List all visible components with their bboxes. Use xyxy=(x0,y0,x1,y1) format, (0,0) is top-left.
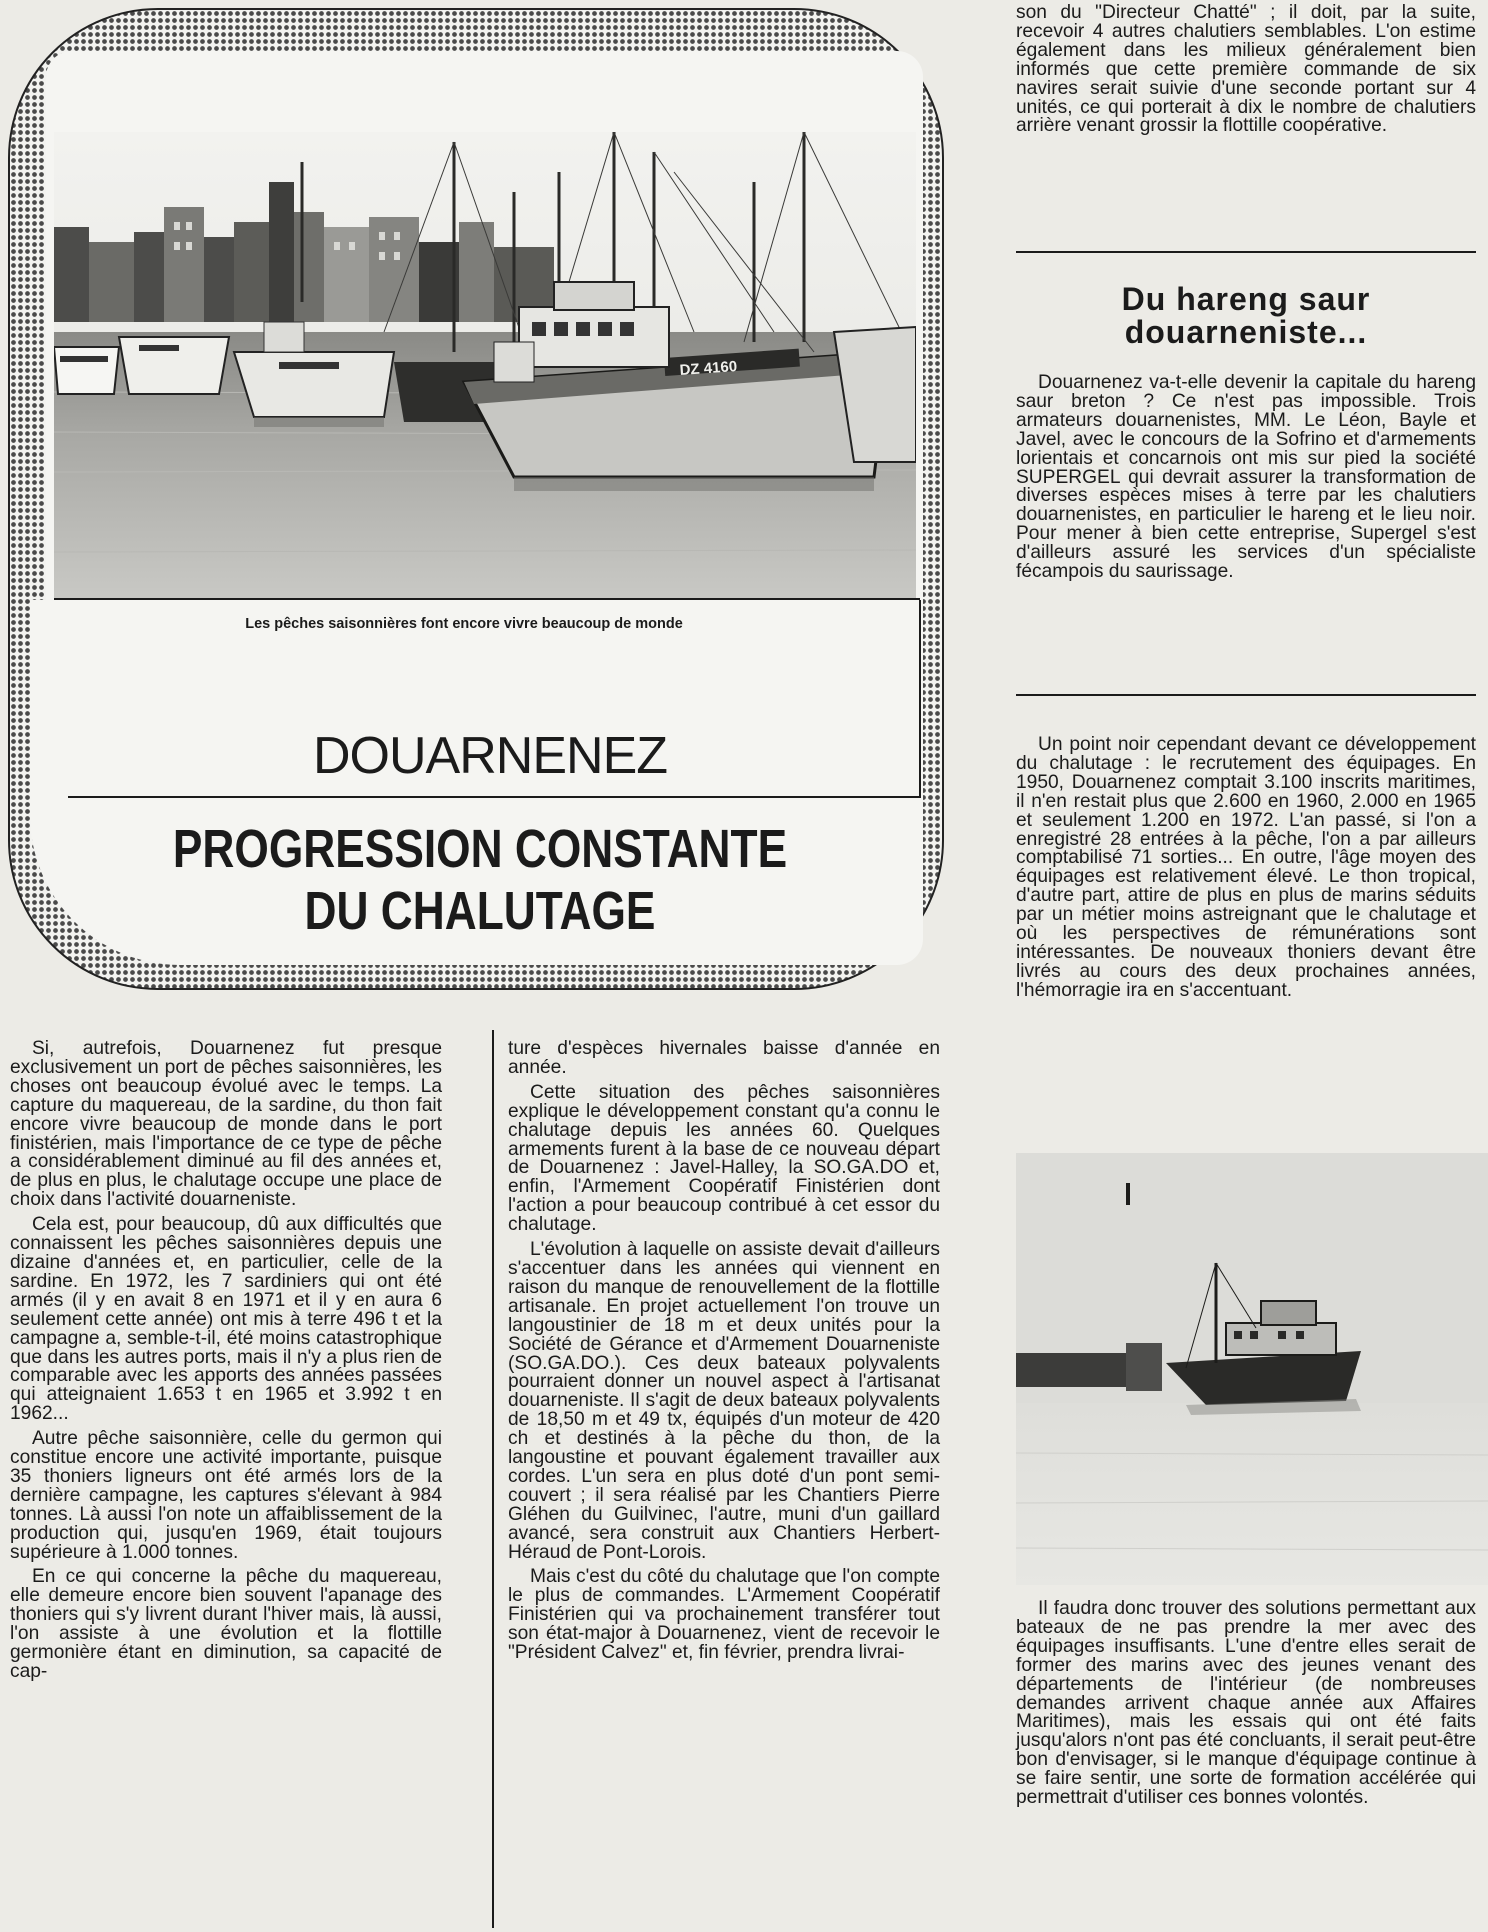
middle-para-3: L'évolution à laquelle on assiste devait d'ailleurs s'accentuer dans les années qui viennent en raison du manque de renouvellement de la flottille artisanale. En projet actuellement l'on trouve un langoustinier de 18 m et deux unités pour la Société de Gérance et d'Armement Douarneniste (SO.GA.DO.). Ces deux bateaux polyvalents pourraient donner un nouvel aspect à l'artisanat douarneniste. Il s'agit de deux bateaux polyvalents de 18,50 m et 49 tx, équipés d'un moteur de 420 ch et destinés à la pêche du thon, de la langoustine et pouvant également travailler aux cordes. L'un sera en plus doté d'un pont semi-couvert ; il sera réalisé par les Chantiers Pierre Gléhen du Guilvinec, l'autre, muni d'un gaillard avancé, sera construit aux Chantiers Herbert-Héraud de Pont-Lorois. xyxy=(508,1239,940,1563)
article-column-left xyxy=(10,1040,442,1688)
left-para-4: En ce qui concerne la pêche du maquereau, elle demeure encore bien souvent l'apanage des thoniers qui s'y livrent durant l'hiver mais, là aussi, l'on assiste à une évolution et la flottille germonière étant en diminution, sa capacité de cap- xyxy=(10,1566,442,1682)
trawler-photo xyxy=(1016,1153,1488,1585)
photo-caption: Les pêches saisonnières font encore vivre beaucoup de monde xyxy=(245,616,683,632)
sidebar-body xyxy=(1016,374,1476,588)
harbour-photo-graphic xyxy=(54,132,916,600)
sidebar-para: Douarnenez va-t-elle devenir la capitale du hareng saur breton ? Ce n'est pas impossible. Trois armateurs douarnenistes, MM. Le Léon, Bayle et Javel, avec le concours de la Sofrino et d'armements lorientais et concarnois ont mis sur pied la société SUPERGEL qui devrait assurer la transformation de diverses espèces mises à terre par les chalutiers douarnenistes, en particulier le hareng et le lieu noir. Pour mener à bien cette entreprise, Supergel s'est d'ailleurs assuré les services d'un spécialiste fécampois du saurissage. xyxy=(1016,372,1476,583)
column-divider xyxy=(492,1030,494,1928)
right-mid-para: Un point noir cependant devant ce développement du chalutage : le recrutement des équipages. En 1950, Douarnenez comptait 3.100 inscrits maritimes, il n'en restait plus que 2.600 en 1960, 2.000 en 1965 et seulement 1.200 en 1972. L'an passé, si l'on a enregistré 28 entrées à la pêche, l'on a par ailleurs comptabilisé 71 sorties... En outre, l'âge moyen des équipages est relativement élevé. Le thon tropical, d'autre part, attire de plus en plus de marins séduits par un métier moins astreignant que le chalutage et où les perspectives de rémunérations sont intéressantes. De nouveaux thoniers devant être livrés au cours des deux prochaines années, l'hémorragie ira en s'accentuant. xyxy=(1016,734,1476,1001)
page-title: DOUARNENEZ xyxy=(312,727,668,785)
title-underline-rule xyxy=(68,796,921,798)
left-para-2: Cela est, pour beaucoup, dû aux difficultés que connaissent les pêches saisonnières depuis une dizaine d'années et, en particulier, celle de la sardine. En 1972, les 7 sardiniers qui ont été armés (il y en avait 8 en 1971 et il y en aura 6 seulement cette année) ont mis à terre 496 t et la campagne a, semble-t-il, été moins catastrophique que dans les autres ports, mais il n'y a plus rien de comparable avec les apports des années passées qui atteignaient 1.653 t en 1965 et 3.992 t en 1962... xyxy=(10,1214,442,1425)
article-column-middle xyxy=(508,1040,940,1669)
title-panel-right-rule xyxy=(919,600,921,796)
trawler-photo-graphic xyxy=(1016,1153,1488,1585)
headline-line-1: PROGRESSION CONSTANTE xyxy=(172,819,788,879)
article-column-right-top xyxy=(1016,4,1476,142)
headline-line-2: DU CHALUTAGE xyxy=(304,881,656,941)
left-para-3: Autre pêche saisonnière, celle du germon qui constitue encore une activité importante, puisque 35 thoniers ligneurs ont été armés lors de la dernière campagne, les captures s'élevant à 984 tonnes. Là aussi l'on note un affaiblissement de la production qui, jusqu'en 1969, était toujours supérieure à 1.000 tonnes. xyxy=(10,1428,442,1563)
right-top-para: son du "Directeur Chatté" ; il doit, par la suite, recevoir 4 autres chalutiers semblables. L'on estime également dans les milieux généralement bien informés que cette première commande de six navires serait suivie d'une seconde portant sur 4 unités, ce qui porterait à dix le nombre de chalutiers arrière venant grossir la flottille coopérative. xyxy=(1016,2,1476,137)
article-column-right-bottom xyxy=(1016,1600,1476,1814)
middle-para-2: Cette situation des pêches saisonnières explique le développement constant qu'a connu le chalutage depuis les années 60. Quelques armements furent à la base de ce nouveau départ de Douarnenez : Javel-Halley, la SO.GA.DO et, enfin, l'Armement Coopératif Finistérien dont l'action a pour beaucoup contribué à cet essor du chalutage. xyxy=(508,1081,940,1236)
sidebar-top-rule xyxy=(1016,251,1476,253)
middle-para-4: Mais c'est du côté du chalutage que l'on compte le plus de commandes. L'Armement Coopératif Finistérien qui va prochainement transférer tout son état-major à Douarnenez, vient de recevoir le "Président Calvez" et, fin février, prendra livrai- xyxy=(508,1566,940,1664)
sidebar-bottom-rule xyxy=(1016,694,1476,696)
sidebar-heading-line-2: douarneniste... xyxy=(1124,314,1368,350)
boat-registration-label: DZ 4160 xyxy=(679,358,738,379)
harbour-photo xyxy=(54,132,916,600)
left-para-1: Si, autrefois, Douarnenez fut presque exclusivement un port de pêches saisonnières, les choses ont beaucoup évolué avec le temps. La capture du maquereau, de la sardine, du thon fait encore vivre beaucoup de monde dans le port finistérien, mais l'importance de ce type de pêche a considérablement diminué au fil des années et, de plus en plus, le chalutage occupe une place de choix dans l'activité douarneniste. xyxy=(10,1038,442,1211)
middle-para-1: ture d'espèces hivernales baisse d'année en année. xyxy=(508,1038,940,1078)
article-column-right-mid xyxy=(1016,736,1476,1007)
right-bottom-para: Il faudra donc trouver des solutions permettant aux bateaux de ne pas prendre la mer avec des équipages insuffisants. L'une d'entre elles serait de former des marins avec des jeunes venant des départements de l'intérieur (de nombreuses demandes arrivent chaque année aux Affaires Maritimes), mais les essais qui ont été faits jusqu'alors n'ont pas été concluants, il serait peut-être bon d'envisager, si le manque d'équipage continue à se faire sentir, une sorte de formation accélérée qui permettrait d'utiliser ces bonnes volontés. xyxy=(1016,1598,1476,1809)
sidebar-heading-line-1: Du hareng saur xyxy=(1121,281,1371,317)
